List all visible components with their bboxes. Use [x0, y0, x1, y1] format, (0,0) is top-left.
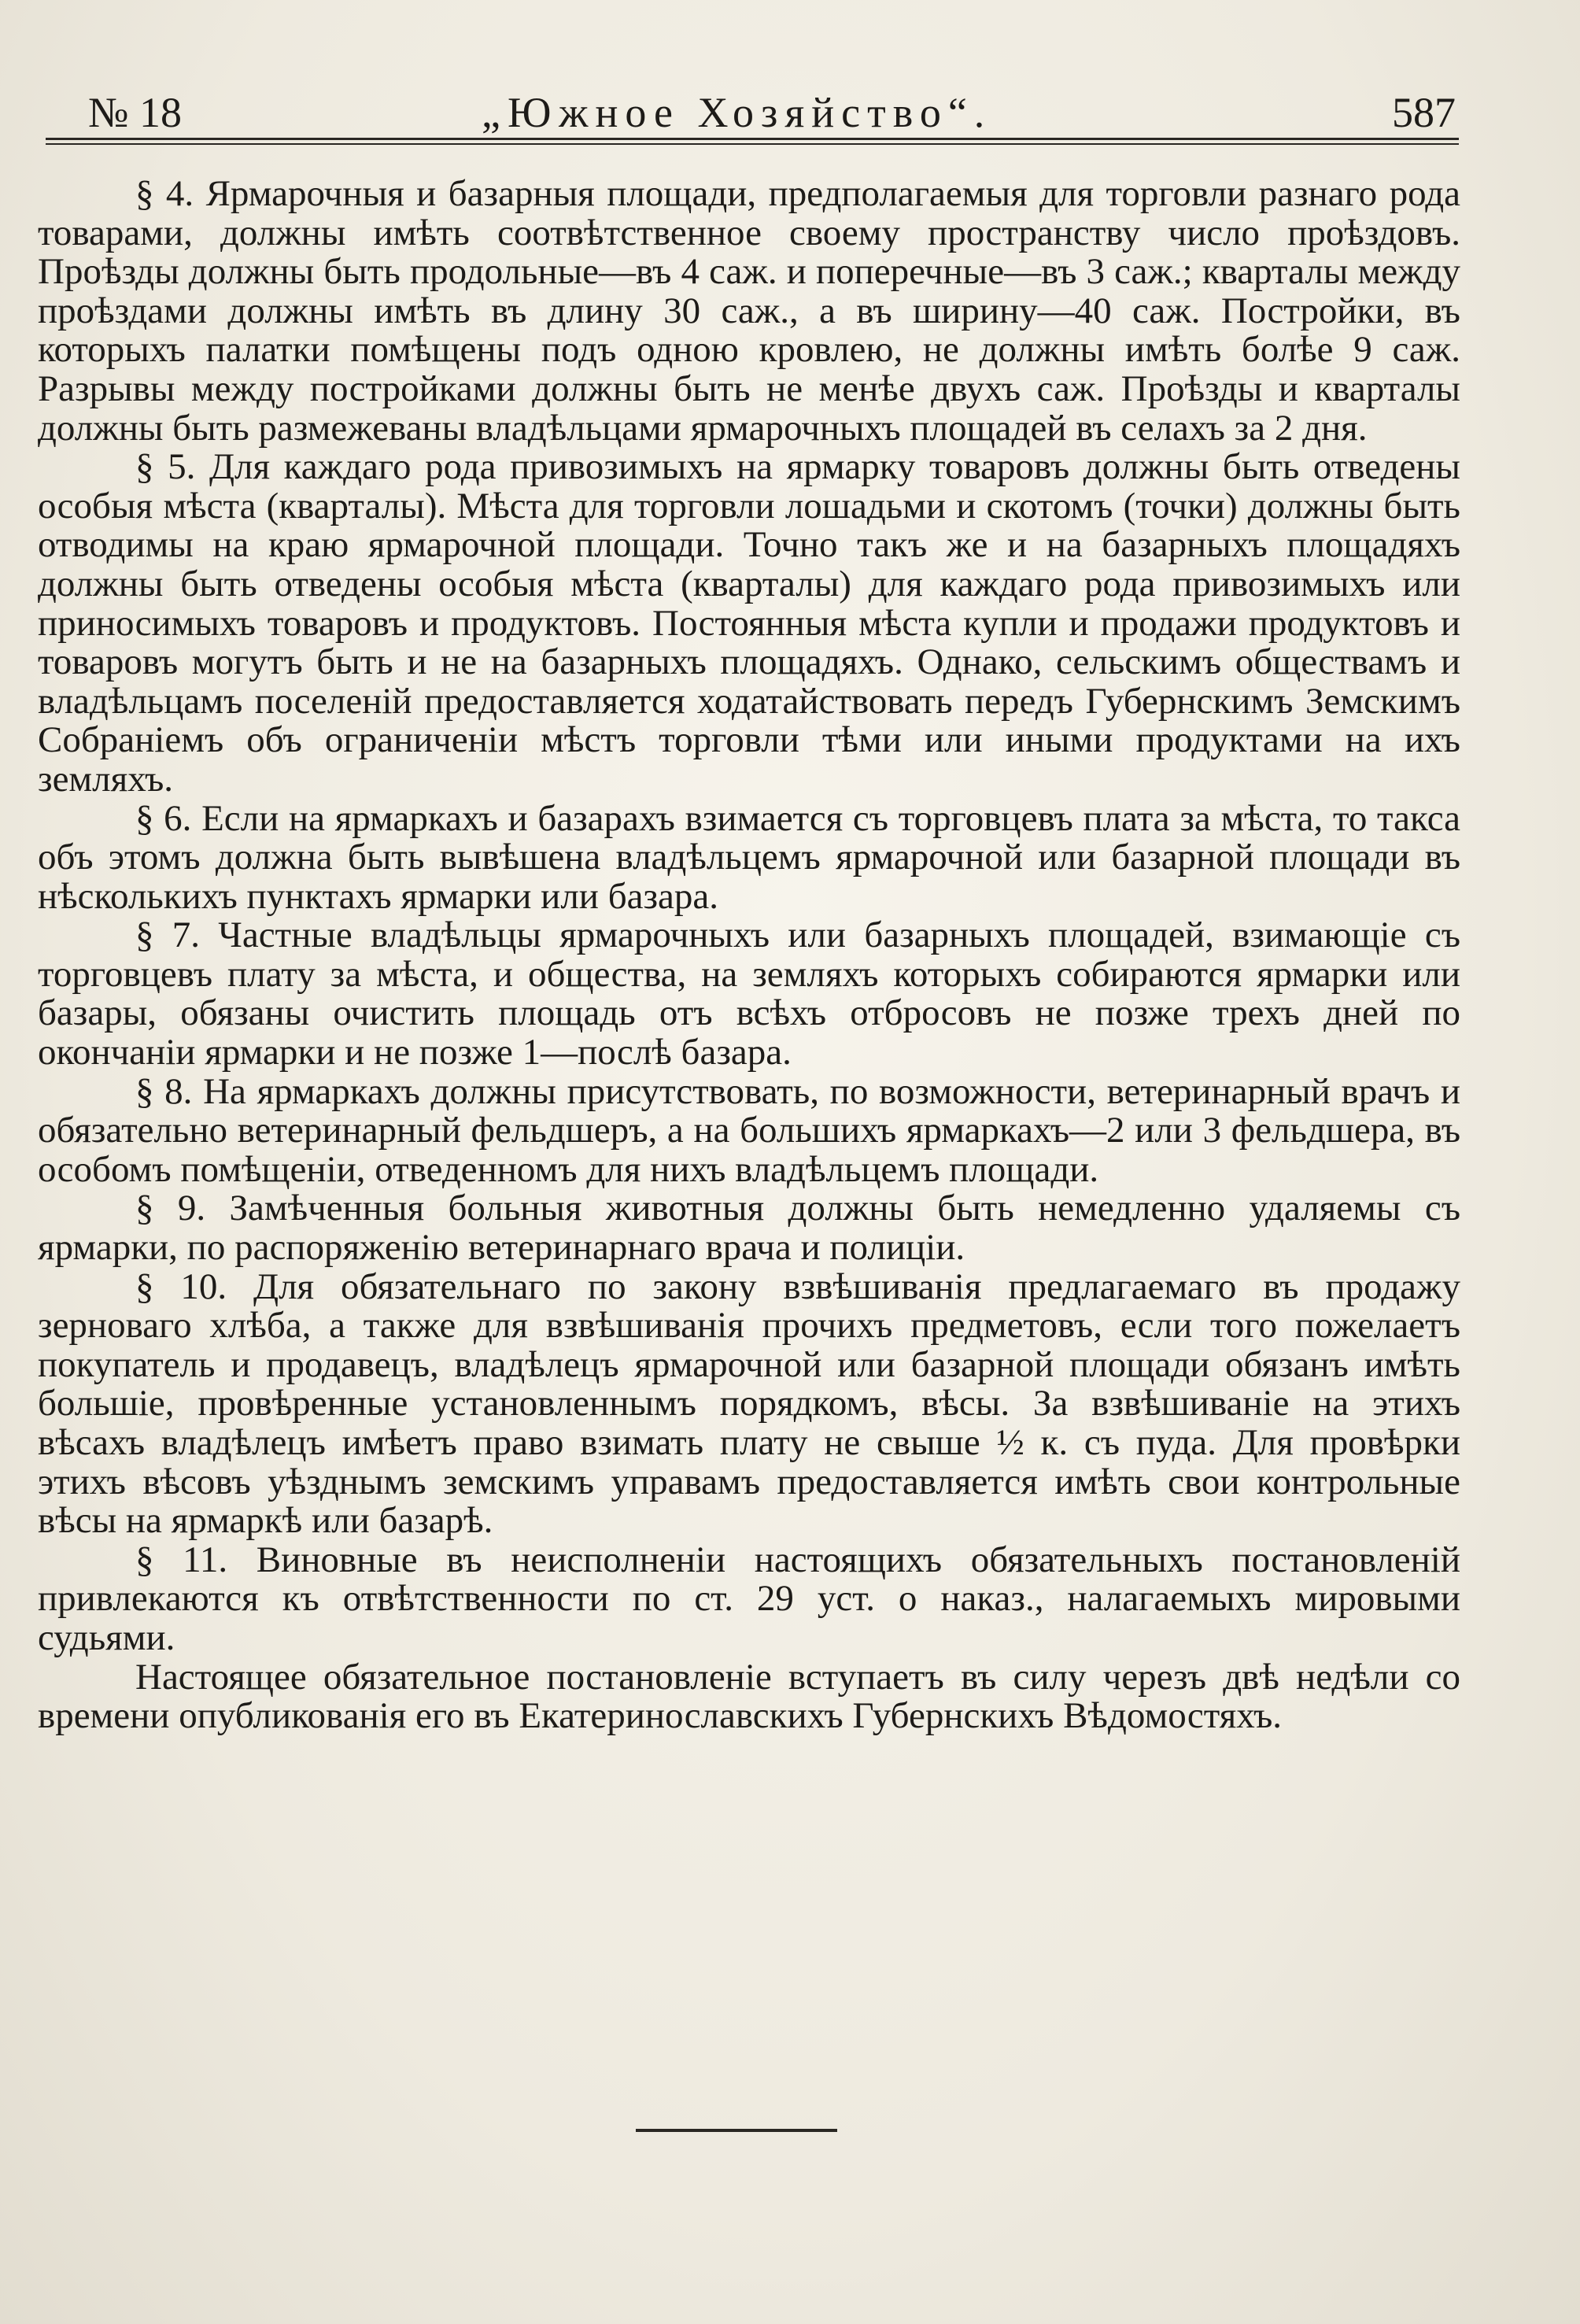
issue-number: № 18 [88, 89, 183, 136]
body-text [38, 175, 1460, 1736]
paragraph-section-10: § 10. Для обязательнаго по закону взвѣшиванія предлагаемаго въ продажу зерноваго хлѣба, а также для взвѣшиванія прочихъ предметовъ, если того пожелаетъ покупатель и продавецъ, владѣлецъ ярмарочной или базарной площади обязанъ имѣть большіе, провѣренные установленнымъ порядкомъ, вѣсы. За взвѣшиваніе на этихъ вѣсахъ владѣлецъ имѣетъ право взимать плату не свыше ½ к. съ пуда. Для провѣрки этихъ вѣсовъ уѣзднымъ земскимъ управамъ предоставляется имѣть свои контрольные вѣсы на ярмаркѣ или базарѣ. [38, 1265, 1460, 1542]
paragraph-section-6: § 6. Если на ярмаркахъ и базарахъ взимается съ торговцевъ плата за мѣста, то такса объ этомъ должна быть вывѣшена владѣльцемъ ярмарочной или базарной площади въ нѣсколькихъ пунктахъ ярмарки или базара. [38, 797, 1460, 917]
journal-title: „Южное Хозяйство“. [482, 89, 992, 136]
paragraph-section-9: § 9. Замѣченныя больныя животныя должны быть немедленно удаляемы съ ярмарки, по распоряженію ветеринарнаго врача и полиціи. [38, 1188, 1460, 1269]
header-rule [46, 138, 1459, 145]
paragraph-closing: Настоящее обязательное постановленіе вступаетъ въ силу черезъ двѣ недѣли со времени опубликованія его въ Екатеринославскихъ Губернскихъ Вѣдомостяхъ. [38, 1656, 1460, 1737]
paragraph-section-5: § 5. Для каждаго рода привозимыхъ на ярмарку товаровъ должны быть отведены особыя мѣста (кварталы). Мѣста для торговли лошадьми и скотомъ (точки) должны быть отводимы на краю ярмарочной площади. Точно такъ же и на базарныхъ площадяхъ должны быть отведены особыя мѣста (кварталы) для каждаго рода привозимыхъ или приносимыхъ товаровъ и продуктовъ. Постоянныя мѣста купли и продажи продуктовъ и товаровъ могутъ быть и не на базарныхъ площадяхъ. Однако, сельскимъ обществамъ и владѣльцамъ поселеній предоставляется ходатайствовать передъ Губернскимъ Земскимъ Собраніемъ объ ограниченіи мѣстъ торговли тѣми или иными продуктами на ихъ земляхъ. [38, 446, 1460, 800]
paragraph-section-8: § 8. На ярмаркахъ должны присутствовать, по возможности, ветеринарный врачъ и обязательно ветеринарный фельдшеръ, а на большихъ ярмаркахъ—2 или 3 фельдшера, въ особомъ помѣщеніи, отведенномъ для нихъ владѣльцемъ площади. [38, 1070, 1460, 1190]
running-head [88, 85, 1456, 140]
page-number: 587 [1392, 89, 1456, 136]
end-rule [636, 2129, 837, 2132]
paragraph-section-4: § 4. Ярмарочныя и базарныя площади, предполагаемыя для торговли разнаго рода товарами, должны имѣть соотвѣтственное своему пространству число проѣздовъ. Проѣзды должны быть продольные—въ 4 саж. и поперечные—въ 3 саж.; кварталы между проѣздами должны имѣть въ длину 30 саж., а въ ширину—40 саж. Постройки, въ которыхъ палатки помѣщены подъ одною кровлею, не должны имѣть болѣе 9 саж. Разрывы между постройками должны быть не менѣе двухъ саж. Проѣзды и кварталы должны быть размежеваны владѣльцами ярмарочныхъ площадей въ селахъ за 2 дня. [38, 173, 1460, 449]
paragraph-section-11: § 11. Виновные въ неисполненіи настоящихъ обязательныхъ постановленій привлекаются къ отвѣтственности по ст. 29 уст. о наказ., налагаемыхъ мировыми судьями. [38, 1539, 1460, 1658]
paragraph-section-7: § 7. Частные владѣльцы ярмарочныхъ или базарныхъ площадей, взимающіе съ торговцевъ плату за мѣста, и общества, на земляхъ которыхъ собираются ярмарки или базары, обязаны очистить площадь отъ всѣхъ отбросовъ не позже трехъ дней по окончаніи ярмарки и не позже 1—послѣ базара. [38, 914, 1460, 1073]
